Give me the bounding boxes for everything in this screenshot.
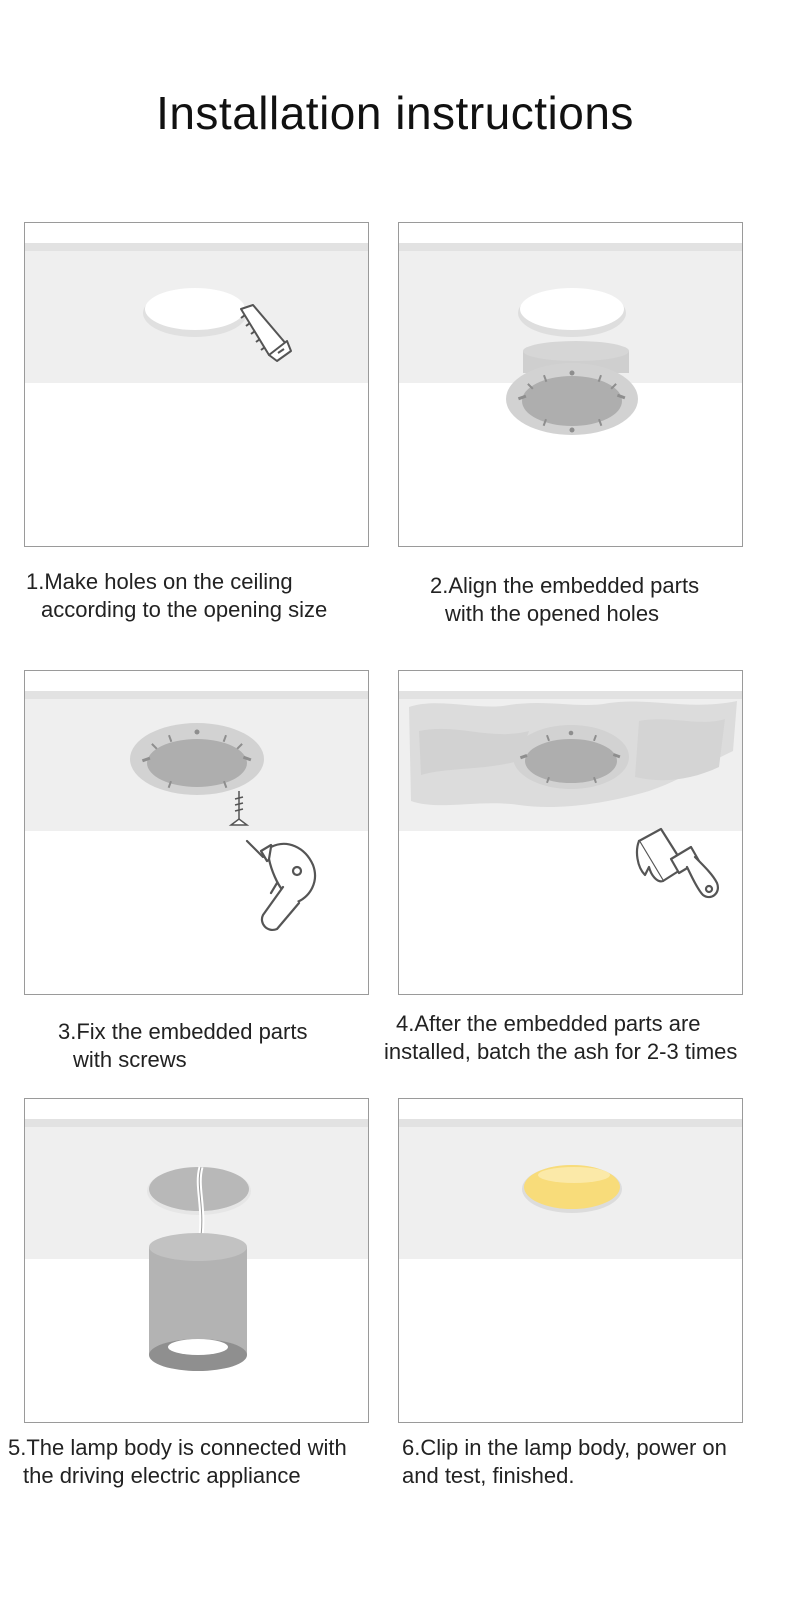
step-5-illustration: [24, 1098, 369, 1423]
step-1-caption: 1.Make holes on the ceiling according to the opening size: [26, 569, 328, 622]
step-4-illustration: [398, 670, 743, 995]
step-2-caption: 2.Align the embedded parts with the opened holes: [430, 573, 700, 626]
step-4-caption: 4.After the embedded parts are installed, batch the ash for 2-3 times: [384, 1011, 738, 1064]
step-1-illustration: [24, 222, 369, 547]
installed-lamp-light: [522, 1165, 622, 1213]
embedded-part: [513, 725, 629, 789]
embedded-part: [130, 723, 264, 795]
step-5-caption: 5.The lamp body is connected with the driving electric appliance: [8, 1435, 347, 1488]
drill-icon: [247, 841, 315, 930]
step-3-caption: 3.Fix the embedded parts with screws: [58, 1019, 308, 1072]
step-2-illustration: [398, 222, 743, 547]
step-3-illustration: [24, 670, 369, 995]
step-6-caption: 6.Clip in the lamp body, power on and test, finished.: [402, 1435, 727, 1488]
lamp-body: [149, 1233, 247, 1371]
step-6-illustration: [398, 1098, 743, 1423]
embedded-part: [506, 341, 638, 435]
page-title: Installation instructions: [156, 87, 634, 139]
paint-brush-icon: [637, 829, 718, 897]
